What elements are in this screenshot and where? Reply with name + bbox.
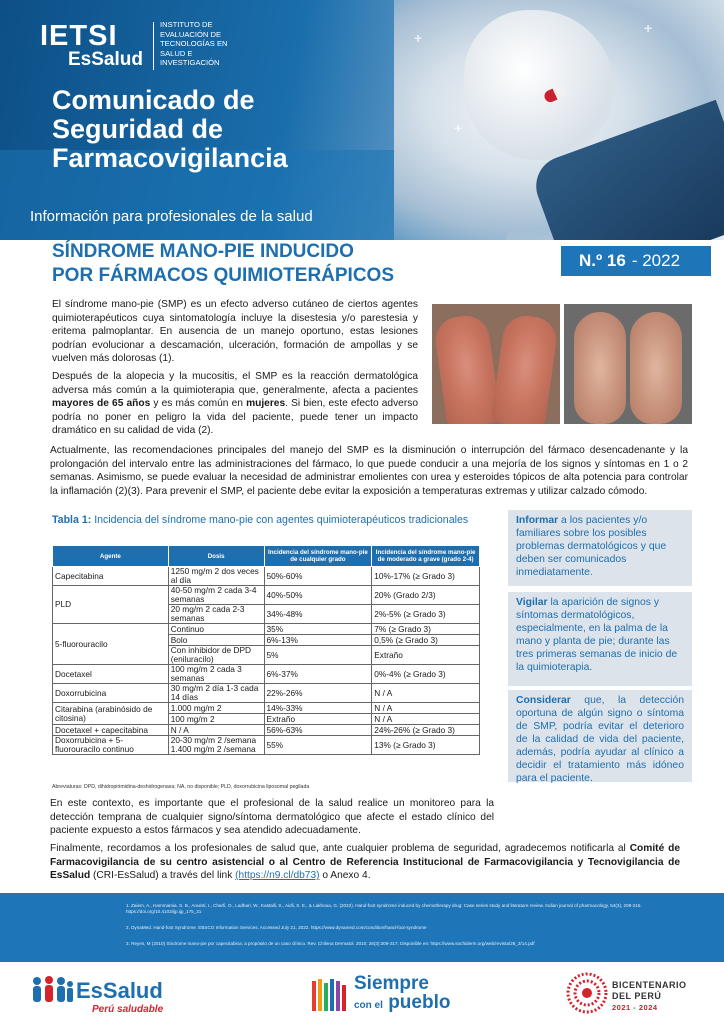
cell-severe: 0,5% (≥ Grado 3) — [372, 635, 480, 646]
table-row — [53, 624, 480, 635]
text-span: o Anexo 4. — [319, 870, 371, 882]
logo-text-line: INVESTIGACIÓN — [160, 58, 220, 68]
cell-severe: N / A — [372, 714, 480, 725]
subtitle-line: POR FÁRMACOS QUIMIOTERÁPICOS — [52, 265, 395, 286]
glove-shape — [464, 10, 614, 160]
text-span: Después de la alopecia y la mucositis, el SMP es la reacción dermatológica adversa más común a la quimioterapia que, generalmente, afecta a pacientes — [52, 371, 418, 396]
consider-box — [508, 690, 692, 782]
essalud-logo-text: EsSalud — [76, 978, 163, 1003]
cell-dose: Con inhibidor de DPD (eniluracilo) — [168, 646, 264, 665]
cell-any: 35% — [264, 624, 372, 635]
foot-shape — [630, 312, 682, 424]
bicent-line: DEL PERÚ — [612, 991, 662, 1001]
issue-year: - 2022 — [631, 251, 681, 270]
cell-agent: Citarabina (arabinósido de citosina) — [53, 703, 169, 725]
siempre-line: pueblo — [388, 992, 451, 1013]
monitor-keyword: Vigilar — [516, 597, 548, 608]
header-agent: Agente — [53, 546, 169, 567]
cell-any: 22%-26% — [264, 684, 372, 703]
cell-any: 56%-63% — [264, 725, 372, 736]
table-row — [53, 736, 480, 755]
caption-label: Tabla 1: — [52, 514, 92, 526]
cell-any: 5% — [264, 646, 372, 665]
header-dose: Dosis — [168, 546, 264, 567]
issue-badge — [561, 246, 711, 276]
issue-number: N.º 16 — [579, 251, 626, 270]
monitor-box — [508, 592, 692, 686]
siempre-line: con el — [354, 1000, 383, 1011]
cell-severe: 0%-4% (≥ Grado 3) — [372, 665, 480, 684]
reference-item: 2. DynaMed. Hand-foot Syndrome. EBSCO Information Services. Accessed July 21, 2022. https://www.dynamed.com/condition/hand-foot-syndrome — [126, 925, 427, 930]
cell-any: 6%-13% — [264, 635, 372, 646]
cell-dose: 30 mg/m 2 día 1-3 cada 14 días — [168, 684, 264, 703]
cell-agent: Docetaxel — [53, 665, 169, 684]
clinical-photos — [428, 300, 696, 428]
cell-dose: 100 mg/m 2 cada 3 semanas — [168, 665, 264, 684]
cell-agent: 5-fluorouracilo — [53, 624, 169, 665]
cell-any: Extraño — [264, 714, 372, 725]
bicent-year: 2021 - 2024 — [612, 1003, 658, 1012]
committee-name: Comité de Farmacovigilancia de su centro asistencial o al Centro de Referencia Institucional de Farmacovigilancia y Tecnovigilancia de EsSalud — [50, 843, 680, 882]
cell-any: 14%-33% — [264, 703, 372, 714]
reference-item: 3. Reyes, M (2010) Síndrome mano-pie por capecitabina: a propósito de un caso clínico. Rev. Chilena Dermatol. 2010; 26(3):309-317. Disponible en: https://www.sochiderm.org/web/revista/26_3/14.pdf — [126, 941, 535, 946]
bicent-line: BICENTENARIO — [612, 980, 687, 990]
title-line: Seguridad de — [52, 114, 224, 144]
page-title — [52, 86, 288, 173]
cell-severe: N / A — [372, 684, 480, 703]
table-row — [53, 703, 480, 714]
audience-label: Información para profesionales de la salud — [30, 208, 313, 225]
bold-age: mayores de 65 años — [52, 398, 151, 410]
bicentenario-icon — [566, 972, 608, 1014]
cell-dose: N / A — [168, 725, 264, 736]
bold-women: mujeres — [246, 398, 286, 410]
reference-item: 1. Zaiem, A., Hammamia, S. B., Aouinti, I., Charfi, O., Ladhari, W., Kastalli, S., Aidli, S. E., & Lakhoua, G. (2022). Hand-foot syndrome induced by chemotherapy drug: Case series study and literature review. Indian journal of pharmacology, 54(3), 208-215. https://doi.org/10.4103/ijp.ijp_175_21 — [126, 903, 642, 914]
caption-text: Incidencia del síndrome mano-pie con agentes quimioterapéuticos tradicionales — [91, 514, 469, 526]
logo-divider — [153, 22, 154, 70]
foot-shape — [574, 312, 626, 424]
cell-severe: 24%-26% (≥ Grado 3) — [372, 725, 480, 736]
title-line: Comunicado de — [52, 85, 255, 115]
text-span: (CRI-EsSalud) a través del link — [90, 870, 236, 882]
inform-keyword: Informar — [516, 515, 559, 526]
references-band — [0, 893, 724, 962]
table-row — [53, 586, 480, 605]
table-header-row — [53, 546, 480, 567]
siempre-logo — [354, 974, 450, 1015]
monitoring-paragraph: En este contexto, es importante que el profesional de la salud realice un monitoreo para la detección temprana de cualquier signo/síntoma dermatológico que afecte el estado clínico del paciente expuesto a estos fármacos y sea atendido adecuadamente. — [50, 798, 494, 837]
report-link[interactable]: (https://n9.cl/db73) — [235, 870, 320, 882]
cell-dose: 20-30 mg/m 2 /semana 1.400 mg/m 2 /semana — [168, 736, 264, 755]
cell-any: 50%-60% — [264, 567, 372, 586]
logo-text-line: EVALUACIÓN DE — [160, 29, 222, 39]
cell-agent: Capecitabina — [53, 567, 169, 586]
logo-text-line: INSTITUTO DE — [160, 20, 213, 29]
cell-agent: Doxorrubicina + 5-fluorouracilo continuo — [53, 736, 169, 755]
table-note: Abreviaturas: DPD, dihidropirimidina-deshidrogenasa; NA, no disponible; PLD, doxorrubicina liposomal pegilada — [52, 784, 310, 790]
consider-text: que, la detección oportuna de algún signo o síntoma de SMP, podría evitar el deterioro de la calidad de vida del paciente, además, podría ayudar al clínico a decidir el tratamiento más idóneo para el paciente. — [516, 695, 684, 784]
plus-icon: + — [644, 20, 653, 36]
table-row — [53, 567, 480, 586]
cell-dose: 1250 mg/m 2 dos veces al día — [168, 567, 264, 586]
cell-severe: 7% (≥ Grado 3) — [372, 624, 480, 635]
hands-photo — [432, 304, 560, 424]
cell-any: 40%-50% — [264, 586, 372, 605]
ietsi-logo — [40, 22, 143, 70]
cell-agent: Doxorrubicina — [53, 684, 169, 703]
siempre-bars-icon — [312, 977, 348, 1013]
logo-text-line: TECNOLOGÍAS EN — [160, 39, 228, 49]
intro-paragraph: El síndrome mano-pie (SMP) es un efecto adverso cutáneo de ciertos agentes quimioterapéuticos cuya sintomatología incluye la disestesia y/o parestesia y eritema palmoplantar. En ausencia de un manejo oportuno, estas lesiones podrían evolucionar a descamación, ulceración, formación de ampollas y se vuelven más dolorosas (1). — [52, 299, 418, 365]
essalud-tagline: Perú saludable — [92, 1004, 164, 1015]
table-row — [53, 665, 480, 684]
cell-dose: Bolo — [168, 635, 264, 646]
cell-severe: 10%-17% (≥ Grado 3) — [372, 567, 480, 586]
text-span: . Si bien, este efecto adverso podría no poner en peligro la vida del paciente, puede tener un impacto dramático en su calidad de vida (2). — [52, 398, 418, 437]
main-subtitle — [52, 240, 394, 288]
header-severe: Incidencia del síndrome mano-pie de moderado a grave (grado 2-4) — [372, 546, 480, 567]
reporting-paragraph — [50, 842, 680, 883]
hand-shape — [491, 313, 560, 424]
cell-dose: 1.000 mg/m 2 — [168, 703, 264, 714]
siempre-line: Siempre — [354, 973, 429, 994]
inform-box — [508, 510, 692, 586]
cell-severe: 13% (≥ Grado 3) — [372, 736, 480, 755]
cell-any: 34%-48% — [264, 605, 372, 624]
essalud-people-icon — [30, 975, 74, 1005]
cell-agent: Docetaxel + capecitabina — [53, 725, 169, 736]
title-line: Farmacovigilancia — [52, 143, 288, 173]
header-any: Incidencia del síndrome mano-pie de cualquier grado — [264, 546, 372, 567]
cell-any: 6%-37% — [264, 665, 372, 684]
plus-icon: + — [454, 120, 463, 136]
cell-severe: 2%-5% (≥ Grado 3) — [372, 605, 480, 624]
plus-icon: + — [414, 30, 423, 46]
text-span: Finalmente, recordamos a los profesionales de salud que, ante cualquier problema de seguridad, agradecemos notificarla al — [50, 843, 630, 854]
monitor-text: la aparición de signos y síntomas dermatológicos, especialmente, en la palma de la mano y planta de pie; durante las tres primeras semanas de inicio de la quimioterapia. — [516, 597, 678, 673]
logo-main: IETSI — [40, 20, 118, 52]
cell-severe: Extraño — [372, 646, 480, 665]
cell-severe: 20% (Grado 2/3) — [372, 586, 480, 605]
bicentenario-logo — [612, 980, 687, 1013]
cell-dose: 40-50 mg/m 2 cada 3-4 semanas — [168, 586, 264, 605]
management-paragraph: Actualmente, las recomendaciones principales del manejo del SMP es la disminución o interrupción del fármaco desencadenante y la prolongación del intervalo entre las administraciones del fármaco, lo que puede conducir a una mejoría de los signos y síntomas en 1 o 2 semanas. Asimismo, se puede evaluar la necesidad de administrar emolientes con urea y esteroides tópicos de alta potencia para controlar la inflamación (2)(3). Para prevenir el SMP, el paciente debe evitar la exposición a temperaturas extremas y utilizar calzado cómodo. — [50, 445, 688, 497]
cell-severe: N / A — [372, 703, 480, 714]
incidence-table — [52, 545, 480, 755]
cell-agent: PLD — [53, 586, 169, 624]
logo-text — [160, 20, 270, 68]
cell-dose: Continuo — [168, 624, 264, 635]
consider-keyword: Considerar — [516, 695, 571, 706]
cell-dose: 100 mg/m 2 — [168, 714, 264, 725]
subtitle-line: SÍNDROME MANO-PIE INDUCIDO — [52, 241, 354, 262]
hand-shape — [433, 313, 502, 424]
text-span: y es más común en — [150, 398, 247, 410]
feet-photo — [564, 304, 692, 424]
cell-dose: 20 mg/m 2 cada 2-3 semanas — [168, 605, 264, 624]
header-photo — [394, 0, 724, 240]
logo-text-line: SALUD E — [160, 48, 193, 58]
table-caption — [52, 514, 492, 527]
cell-any: 55% — [264, 736, 372, 755]
table-row — [53, 684, 480, 703]
inform-text: a los pacientes y/o familiares sobre los posibles problemas dermatológicos y que deben ser comunicados inmediatamente. — [516, 515, 667, 578]
logo-sub: EsSalud — [68, 49, 143, 70]
table-row — [53, 725, 480, 736]
epidemiology-paragraph — [52, 370, 418, 438]
